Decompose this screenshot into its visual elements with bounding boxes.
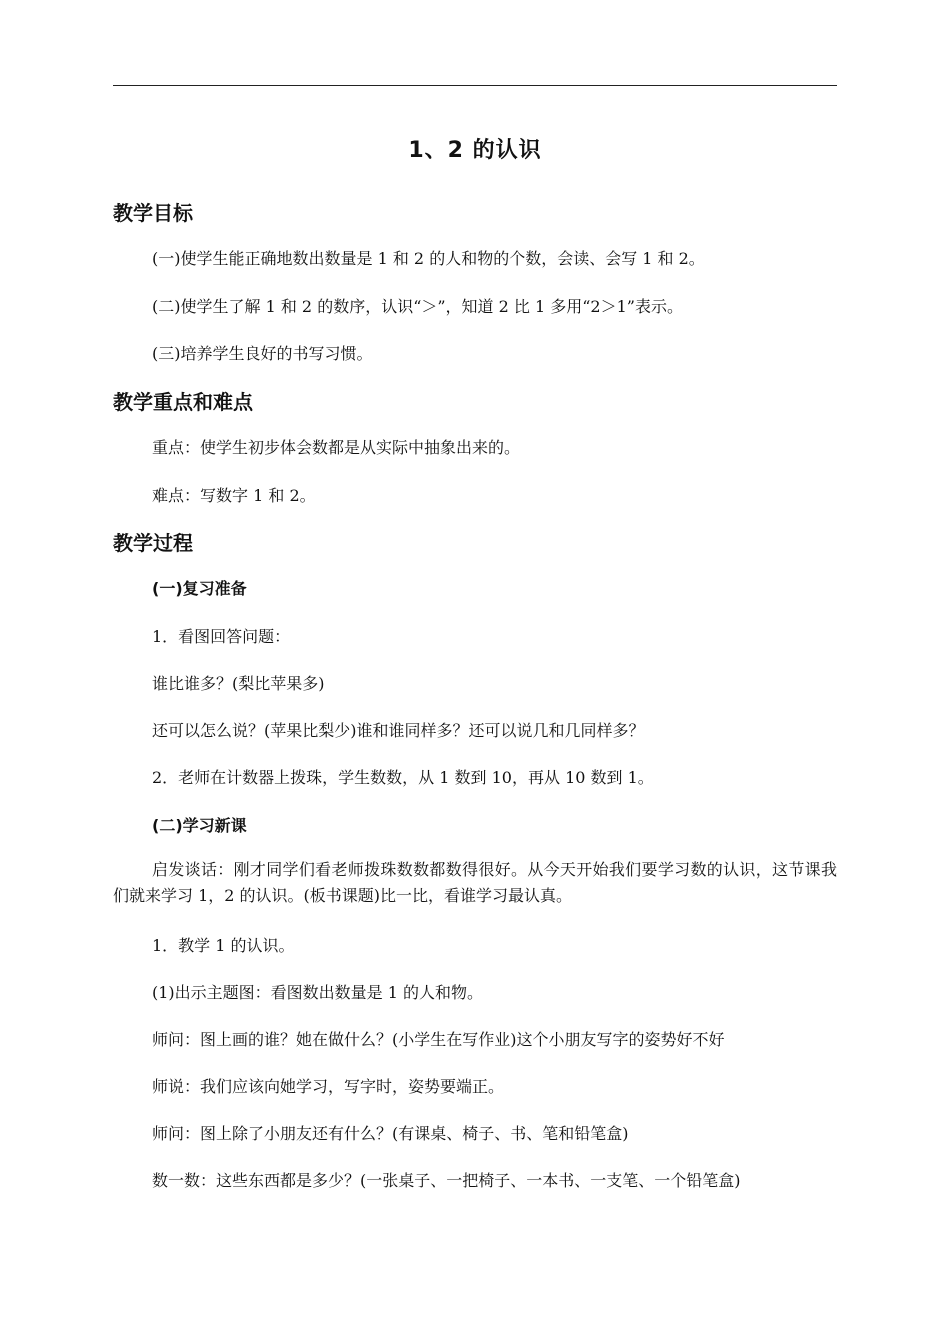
lesson-item-1: 1．教学 1 的认识。 bbox=[152, 936, 295, 955]
review-item-2: 谁比谁多？(梨比苹果多) bbox=[152, 674, 325, 693]
heading-process: 教学过程 bbox=[113, 531, 193, 555]
review-item-1: 1．看图回答问题： bbox=[152, 627, 291, 646]
lesson-item-4: 师说：我们应该向她学习，写字时，姿势要端正。 bbox=[152, 1077, 505, 1096]
lesson-item-2: (1)出示主题图：看图数出数量是 1 的人和物。 bbox=[152, 983, 484, 1002]
objective-item-1: (一)使学生能正确地数出数量是 1 和 2 的人和物的个数，会读、会写 1 和 2。 bbox=[152, 249, 705, 268]
new-lesson-intro: 启发谈话：刚才同学们看老师拨珠数数都数得很好。从今天开始我们要学习数的认识，这节课我们就来学习 1，2 的认识。(板书课题)比一比，看谁学习最认真。 bbox=[113, 860, 837, 905]
lesson-item-3: 师问：图上画的谁？她在做什么？(小学生在写作业)这个小朋友写字的姿势好不好 bbox=[152, 1030, 725, 1049]
keypoint-item-2: 难点：写数字 1 和 2。 bbox=[152, 486, 316, 505]
lesson-item-5: 师问：图上除了小朋友还有什么？(有课桌、椅子、书、笔和铅笔盒) bbox=[152, 1124, 629, 1143]
review-item-3: 还可以怎么说？(苹果比梨少)谁和谁同样多？还可以说几和几同样多？ bbox=[152, 721, 645, 740]
header-rule bbox=[113, 85, 837, 86]
objective-item-3: (三)培养学生良好的书写习惯。 bbox=[152, 344, 373, 363]
keypoint-item-1: 重点：使学生初步体会数都是从实际中抽象出来的。 bbox=[152, 438, 521, 457]
page-title: 1、2 的认识 bbox=[408, 138, 542, 163]
lesson-item-6: 数一数：这些东西都是多少？(一张桌子、一把椅子、一本书、一支笔、一个铅笔盒) bbox=[152, 1171, 741, 1190]
objective-item-2: (二)使学生了解 1 和 2 的数序，认识“＞”，知道 2 比 1 多用“2＞1”表示。 bbox=[152, 297, 683, 316]
review-item-4: 2．老师在计数器上拨珠，学生数数，从 1 数到 10，再从 10 数到 1。 bbox=[152, 768, 654, 787]
heading-keypoints: 教学重点和难点 bbox=[113, 390, 253, 414]
heading-objectives: 教学目标 bbox=[113, 201, 193, 225]
subheading-new-lesson: (二)学习新课 bbox=[152, 816, 247, 835]
subheading-review: (一)复习准备 bbox=[152, 579, 247, 598]
